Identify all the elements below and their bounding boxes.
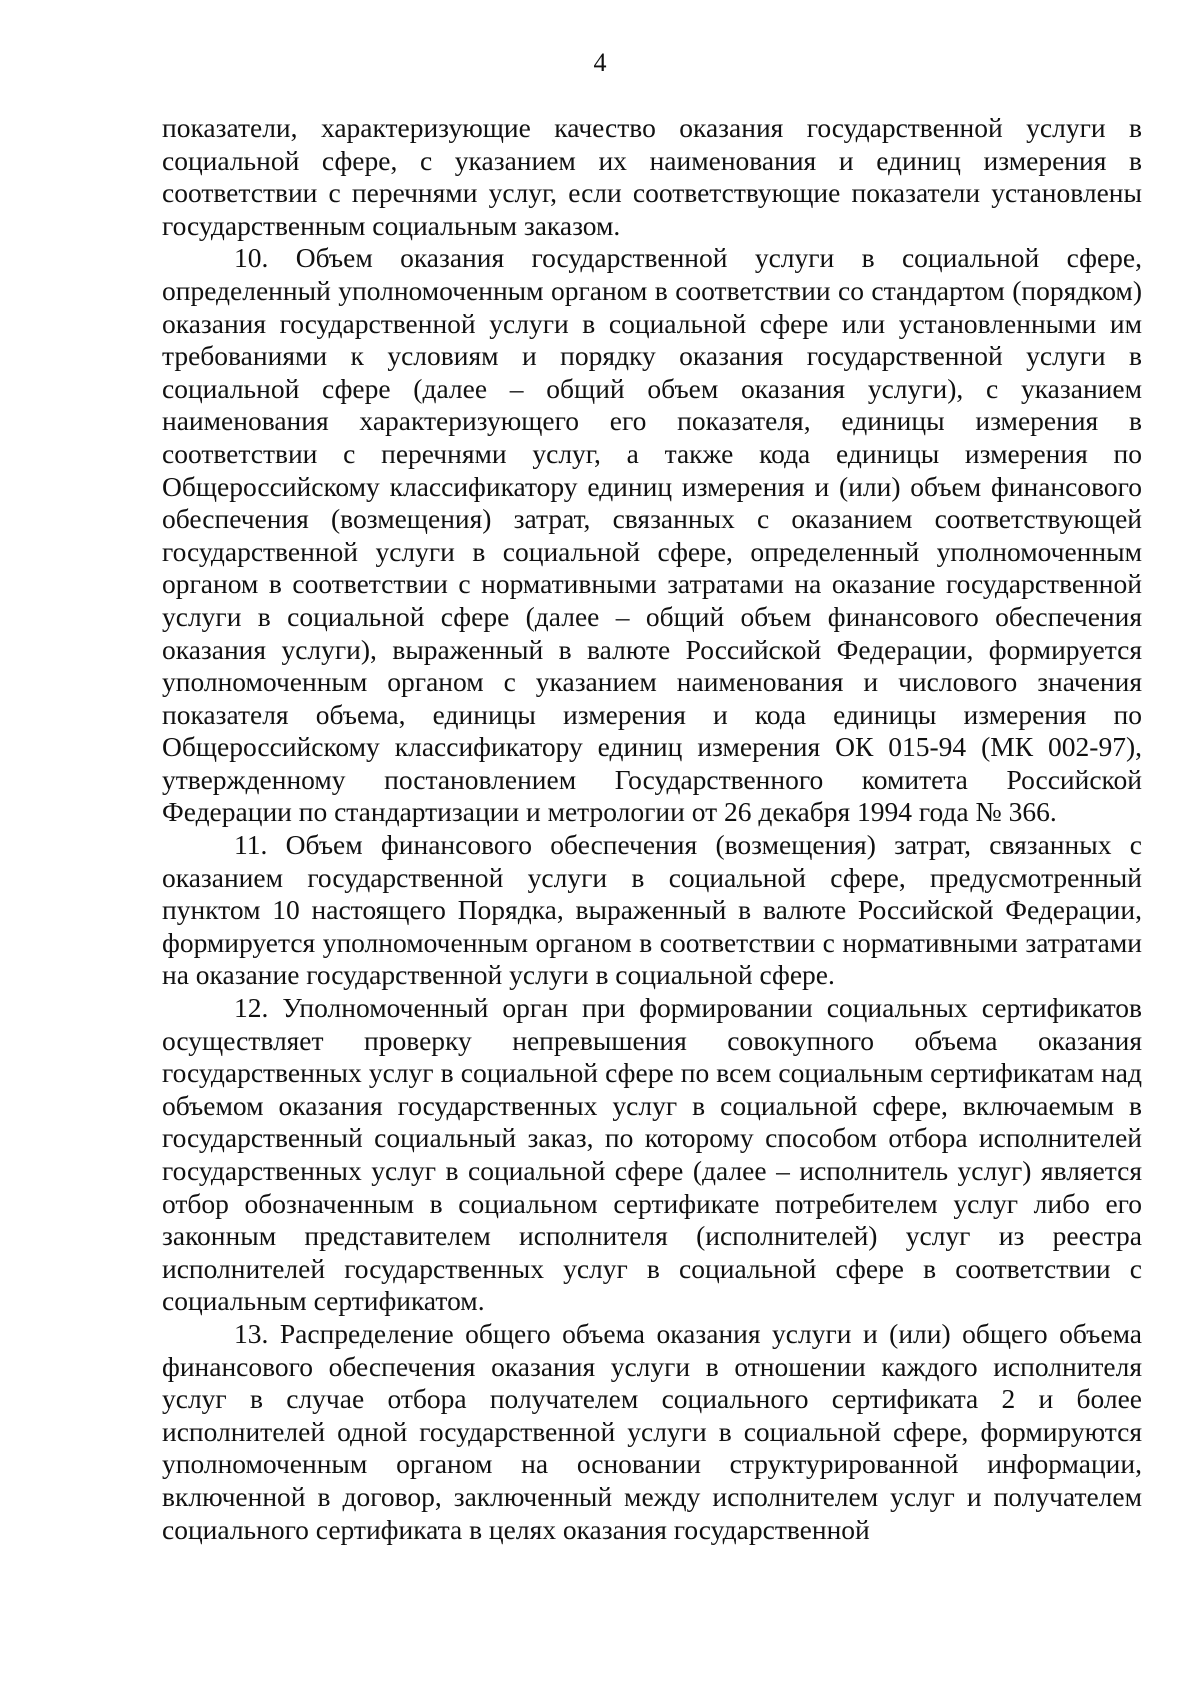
page-number: 4 <box>593 48 607 77</box>
paragraph-13: 13. Распределение общего объема оказания услуги и (или) общего объема финансового обеспечения оказания услуги в отношении каждого исполнителя услуг в случае отбора получателем социального сертификата 2 и более исполнителей одной государственной услуги в социальной сфере, формируются уполномоченным органом на основании структурированной информации, включенной в договор, заключенный между исполнителем услуг и получателем социального сертификата в целях оказания государственной <box>162 1317 1142 1545</box>
paragraph-10: 10. Объем оказания государственной услуги в социальной сфере, определенный уполномоченным органом в соответствии со стандартом (порядком) оказания государственной услуги в социальной сфере или установленными им требованиями к условиям и порядку оказания государственной услуги в социальной сфере (далее – общий объем оказания услуги), с указанием наименования характеризующего его показателя, единицы измерения в соответствии с перечнями услуг, а также кода единицы измерения по Общероссийскому классификатору единиц измерения и (или) объем финансового обеспечения (возмещения) затрат, связанных с оказанием соответствующей государственной услуги в социальной сфере, определенный уполномоченным органом в соответствии с нормативными затратами на оказание государственной услуги в социальной сфере (далее – общий объем финансового обеспечения оказания услуги), выраженный в валюте Российской Федерации, формируется уполномоченным органом с указанием наименования и числового значения показателя объема, единицы измерения и кода единицы измерения по Общероссийскому классификатору единиц измерения ОК 015-94 (МК 002-97), утвержденному постановлением Государственного комитета Российской Федерации по стандартизации и метрологии от 26 декабря 1994 года № 366. <box>162 242 1142 828</box>
paragraph-continuation: показатели, характеризующие качество оказания государственной услуги в социальной сфере, с указанием их наименования и единиц измерения в соответствии с перечнями услуг, если соответствующие показатели установлены государственным социальным заказом. <box>162 112 1142 241</box>
document-body <box>162 112 1142 1546</box>
paragraph-12: 12. Уполномоченный орган при формировании социальных сертификатов осуществляет проверку непревышения совокупного объема оказания государственных услуг в социальной сфере по всем социальным сертификатам над объемом оказания государственных услуг в социальной сфере, включаемым в государственный социальный заказ, по которому способом отбора исполнителей государственных услуг в социальной сфере (далее – исполнитель услуг) является отбор обозначенным в социальном сертификате потребителем услуг либо его законным представителем исполнителя (исполнителей) услуг из реестра исполнителей государственных услуг в социальной сфере в соответствии с социальным сертификатом. <box>162 992 1142 1317</box>
paragraph-11: 11. Объем финансового обеспечения (возмещения) затрат, связанных с оказанием государственной услуги в социальной сфере, предусмотренный пунктом 10 настоящего Порядка, выраженный в валюте Российской Федерации, формируется уполномоченным органом в соответствии с нормативными затратами на оказание государственной услуги в социальной сфере. <box>162 829 1142 991</box>
